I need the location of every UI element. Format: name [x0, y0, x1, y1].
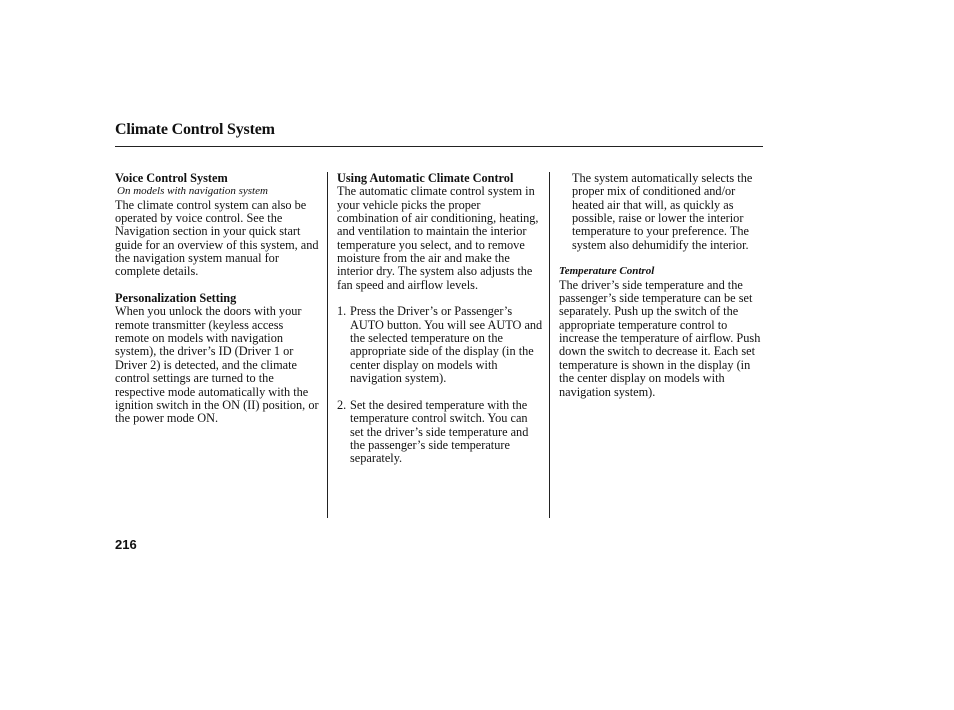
- column-3: [559, 172, 765, 399]
- step-1: [337, 305, 543, 385]
- voice-control-text: The climate control system can also be operated by voice control. See the Navigation section in your quick start guide for an overview of this system, and the navigation system manual for complete details.: [115, 197, 319, 279]
- personalization-heading: Personalization Setting: [115, 291, 237, 306]
- page-title: Climate Control System: [115, 121, 275, 138]
- automatic-climate-text: The automatic climate control system in your vehicle picks the proper combination of air conditioning, heating, and ventilation to maintain the interior temperature you select, and to remove moisture from the air and make the interior dry. The system also adjusts the fan speed and airflow levels.: [337, 184, 539, 292]
- column-2: [337, 172, 543, 466]
- voice-control-heading: Voice Control System: [115, 171, 228, 185]
- temperature-control-text: The driver’s side temperature and the passenger’s side temperature can be set separately. Push up the switch of the appropriate temperature control to increase the temperature of airflow. Push down the switch to decrease it. Each set temperature is shown in the display (in the center display on models with navigation system).: [559, 277, 761, 399]
- automatic-climate-continued-text: The system automatically selects the proper mix of conditioned and/or heated air that will, as quickly as possible, raise or lower the interior temperature to your preference. The system also dehumidify the interior.: [572, 171, 753, 252]
- temperature-control-heading: Temperature Control: [559, 265, 655, 278]
- step-1-number: 1.: [337, 304, 347, 319]
- step-2: [337, 399, 543, 466]
- personalization-text: When you unlock the doors with your remote transmitter (keyless access remote on models with navigation system), the driver’s ID (Driver 1 or Driver 2) is detected, and the climate control settings are turned to the respective mode automatically with the ignition switch in the ON (II) position, or the power mode ON.: [115, 304, 319, 426]
- title-rule: [115, 146, 763, 147]
- page-number: 216: [115, 537, 137, 552]
- step-1-text: Press the Driver’s or Passenger’s AUTO button. You will see AUTO and the selected temperature on the appropriate side of the display (in the center display on models with navigation system).: [350, 304, 543, 386]
- voice-control-subheading: On models with navigation system: [117, 185, 268, 198]
- step-2-text: Set the desired temperature with the temperature control switch. You can set the driver’s side temperature and the passenger’s side temperature separately.: [350, 397, 529, 466]
- column-divider-1: [327, 172, 328, 518]
- column-divider-2: [549, 172, 550, 518]
- step-2-number: 2.: [337, 397, 347, 412]
- automatic-climate-heading: Using Automatic Climate Control: [337, 171, 514, 185]
- column-1: [115, 172, 320, 426]
